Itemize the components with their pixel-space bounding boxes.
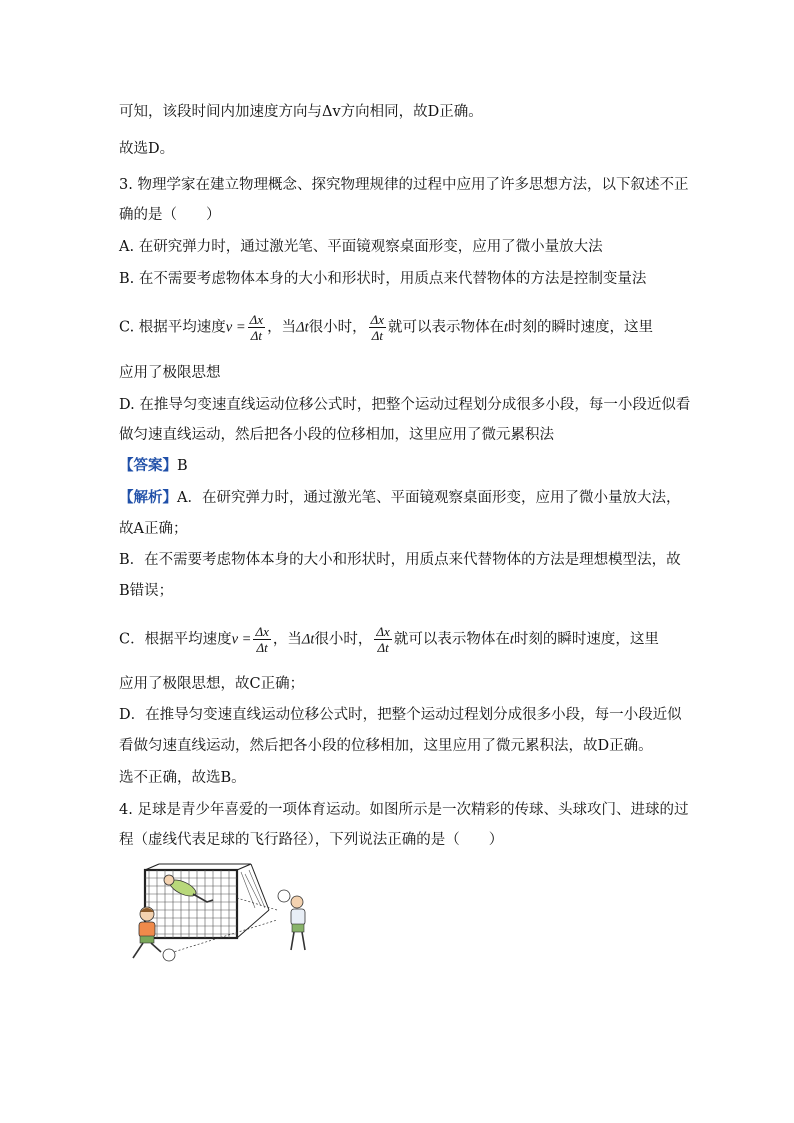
analysis-c-text: 很小时，	[314, 631, 373, 648]
analysis-line: D．在推导匀变速直线运动位移公式时，把整个运动过程划分成很多小段，每一小段近似	[119, 707, 682, 723]
goal-net	[145, 864, 269, 938]
analysis-line: 选不正确，故选B。	[119, 770, 246, 786]
analysis-c-text: 就可以表示物体在	[393, 631, 510, 648]
analysis-c-text: C．根据平均速度	[119, 631, 232, 648]
goalkeeper	[164, 875, 213, 902]
analysis-tag: 【解析】	[119, 489, 177, 506]
delta-t-symbol: Δt	[301, 631, 315, 648]
option-c-text: ，当	[267, 319, 297, 336]
fraction-denominator: Δt	[256, 640, 268, 655]
text-line: 故选D。	[119, 141, 175, 157]
analysis-c	[119, 624, 679, 655]
analysis-c-text: 时刻的瞬时速度，这里	[513, 631, 659, 648]
analysis-text: A．在研究弹力时，通过激光笔、平面镜观察桌面形变，应用了微小量放大法，	[177, 490, 681, 506]
fraction-denominator: Δt	[250, 328, 262, 343]
option-a: A. 在研究弹力时，通过激光笔、平面镜观察桌面形变，应用了微小量放大法	[119, 239, 603, 255]
delta-t-symbol: Δt	[296, 319, 309, 336]
option-d: D. 在推导匀变速直线运动位移公式时，把整个运动过程划分成很多小段，每一小段近似看	[119, 397, 691, 413]
option-c	[119, 312, 679, 343]
velocity-symbol: v =	[225, 319, 246, 336]
analysis-line: 故A正确；	[119, 521, 188, 537]
option-c-text: 就可以表示物体在	[388, 319, 505, 336]
analysis-line: B．在不需要考虑物体本身的大小和形状时，用质点来代替物体的方法是理想模型法，故	[119, 552, 681, 568]
analysis-c-text: ，当	[272, 631, 302, 648]
option-b: B. 在不需要考虑物体本身的大小和形状时，用质点来代替物体的方法是控制变量法	[119, 271, 647, 287]
option-c-text: C. 根据平均速度	[119, 319, 226, 336]
answer-value: B	[177, 458, 188, 474]
t-symbol: t	[504, 319, 509, 336]
fraction	[253, 624, 270, 655]
text-line: 可知，该段时间内加速度方向与Δv方向相同，故D正确。	[119, 104, 483, 120]
option-d-cont: 做匀速直线运动，然后把各小段的位移相加，这里应用了微元累积法	[119, 427, 554, 443]
question-3-stem-cont: 确的是（ ）	[119, 207, 221, 223]
fraction-numerator: Δx	[376, 624, 390, 639]
option-c-text: 很小时，	[308, 319, 367, 336]
answer-tag: 【答案】	[119, 457, 177, 474]
answer-line	[119, 455, 679, 477]
fraction-numerator: Δx	[255, 624, 269, 639]
fraction-denominator: Δt	[371, 328, 383, 343]
analysis-line: 看做匀速直线运动，然后把各小段的位移相加，这里应用了微元累积法，故D正确。	[119, 738, 653, 754]
analysis-line: B错误；	[119, 583, 174, 599]
question-3-stem: 3. 物理学家在建立物理概念、探究物理规律的过程中应用了许多思想方法，以下叙述不正	[119, 177, 689, 193]
fraction	[248, 312, 265, 343]
fraction-numerator: Δx	[249, 312, 264, 327]
question-4-stem: 4. 足球是青少年喜爱的一项体育运动。如图所示是一次精彩的传球、头球攻门、进球的过	[119, 802, 689, 818]
t-symbol: t	[509, 631, 514, 648]
fraction	[374, 624, 391, 655]
analysis-line	[119, 487, 679, 509]
soccer-illustration	[119, 862, 329, 967]
fraction-numerator: Δx	[370, 312, 385, 327]
question-4-stem-cont: 程（虚线代表足球的飞行路径），下列说法正确的是（ ）	[119, 832, 504, 848]
option-c-text: 时刻的瞬时速度，这里	[508, 319, 654, 336]
analysis-line: 应用了极限思想，故C正确；	[119, 676, 305, 692]
fraction	[369, 312, 386, 343]
velocity-symbol: v =	[231, 631, 252, 648]
fraction-denominator: Δt	[377, 640, 389, 655]
option-c-cont: 应用了极限思想	[119, 365, 221, 381]
header-player	[278, 890, 305, 950]
